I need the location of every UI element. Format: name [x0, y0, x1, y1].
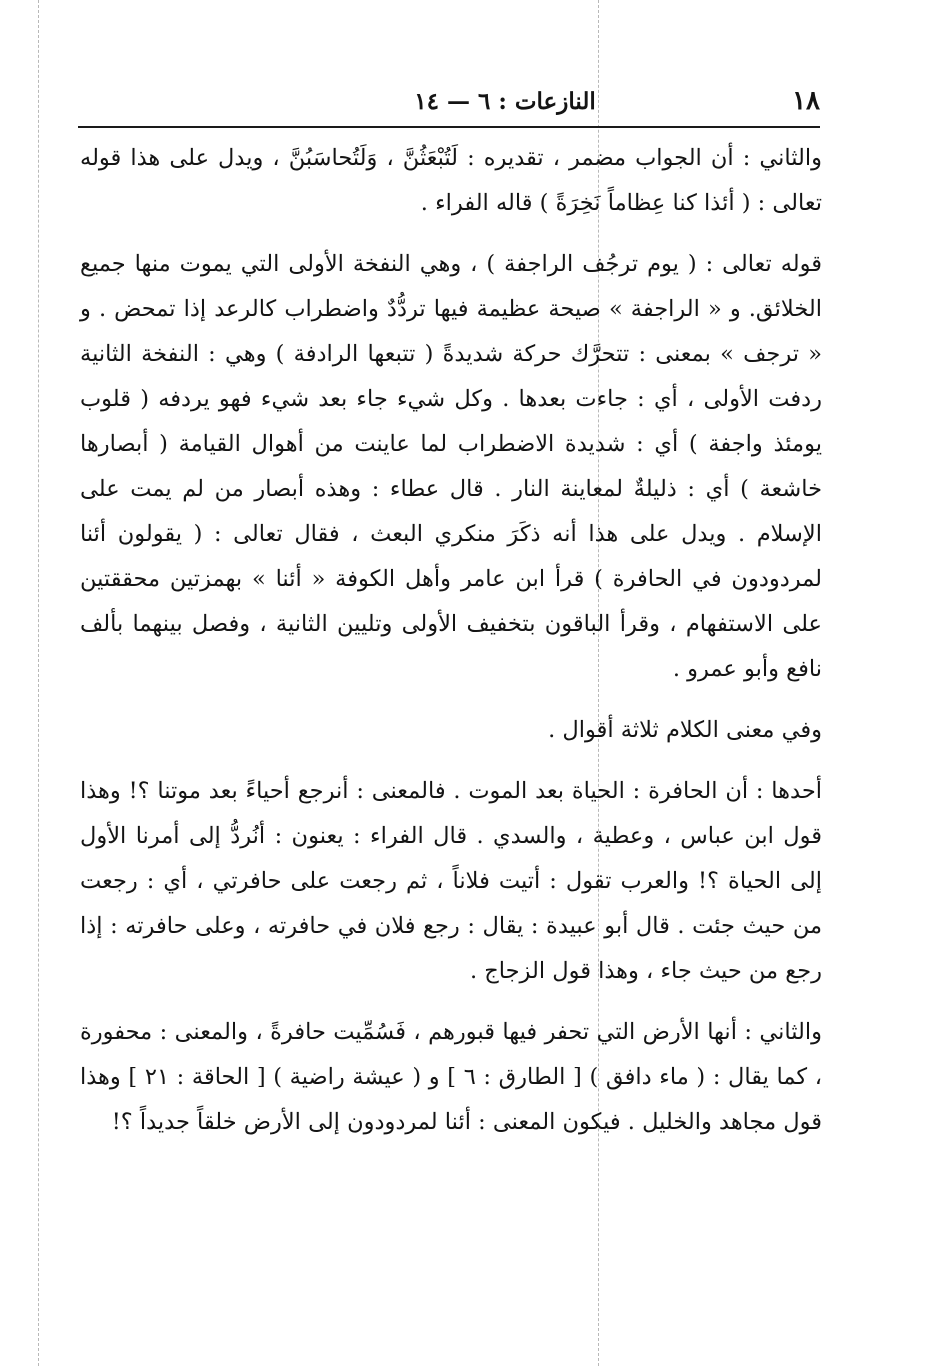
paragraph: والثاني : أنها الأرض التي تحفر فيها قبورهم ، فَسُمِّيت حافرةً ، والمعنى : محفورة ، كما يقال : ( ماء دافق ) [ الطارق : ٦ ] و ( عيشة راضية ) [ الحاقة : ٢١ ] وهذا قول مجاهد والخليل . فيكون المعنى : أئنا لمردودون إلى الأرض خلقاً جديداً ؟! — [80, 1019, 823, 1135]
page-body — [80, 136, 822, 1145]
scan-fold-line — [38, 0, 39, 1366]
header-divider — [78, 126, 820, 128]
paragraph: وفي معنى الكلام ثلاثة أقوال . — [548, 717, 822, 743]
paragraph: والثاني : أن الجواب مضمر ، تقديره : لَتُبْعَثُنَّ ، وَلَتُحاسَبُنَّ ، ويدل على هذا قوله تعالى : ( أئذا كنا عِظاماً نَخِرَةً ) قاله الفراء . — [80, 145, 822, 216]
paragraph: أحدها : أن الحافرة : الحياة بعد الموت . فالمعنى : أنرجع أحياءً بعد موتنا ؟! وهذا قول ابن عباس ، وعطية ، والسدي . قال الفراء : يعنون : أنُردُّ إلى أمرنا الأول إلى الحياة ؟! والعرب تقول : أتيت فلاناً ، ثم رجعت على حافرتي ، أي : رجعت من حيث جئت . قال أبو عبيدة : يقال : رجع فلان في حافرته ، وعلى حافرته : إذا رجع من حيث جاء ، وهذا قول الزجاج . — [80, 778, 822, 984]
page-number: ١٨ — [792, 86, 820, 116]
paragraph: قوله تعالى : ( يوم ترجُف الراجفة ) ، وهي النفخة الأولى التي يموت منها جميع الخلائق. و « الراجفة » صيحة عظيمة فيها تردُّدٌ واضطراب كالرعد إذا تمحض . و « ترجف » بمعنى : تتحرَّك حركة شديدةً ( تتبعها الرادفة ) وهي : النفخة الثانية ردفت الأولى ، أي : جاءت بعدها . وكل شيء جاء بعد شيء فهو يردفه ( قلوب يومئذ واجفة ) أي : شديدة الاضطراب لما عاينت من أهوال القيامة ( أبصارها خاشعة ) أي : ذليلةٌ لمعاينة النار . قال عطاء : وهذه أبصار من لم يمت على الإسلام . ويدل على هذا أنه ذكَرَ منكري البعث ، فقال تعالى : ( يقولون أئنا لمردودون في الحافرة ) قرأ ابن عامر وأهل الكوفة « أئنا » بهمزتين محققتين على الاستفهام ، وقرأ الباقون بتخفيف الأولى وتليين الثانية ، وفصل بينهما بألف نافع وأبو عمرو . — [80, 251, 822, 682]
page-header — [80, 84, 820, 124]
running-title: النازعات : ٦ — ١٤ — [414, 88, 596, 115]
